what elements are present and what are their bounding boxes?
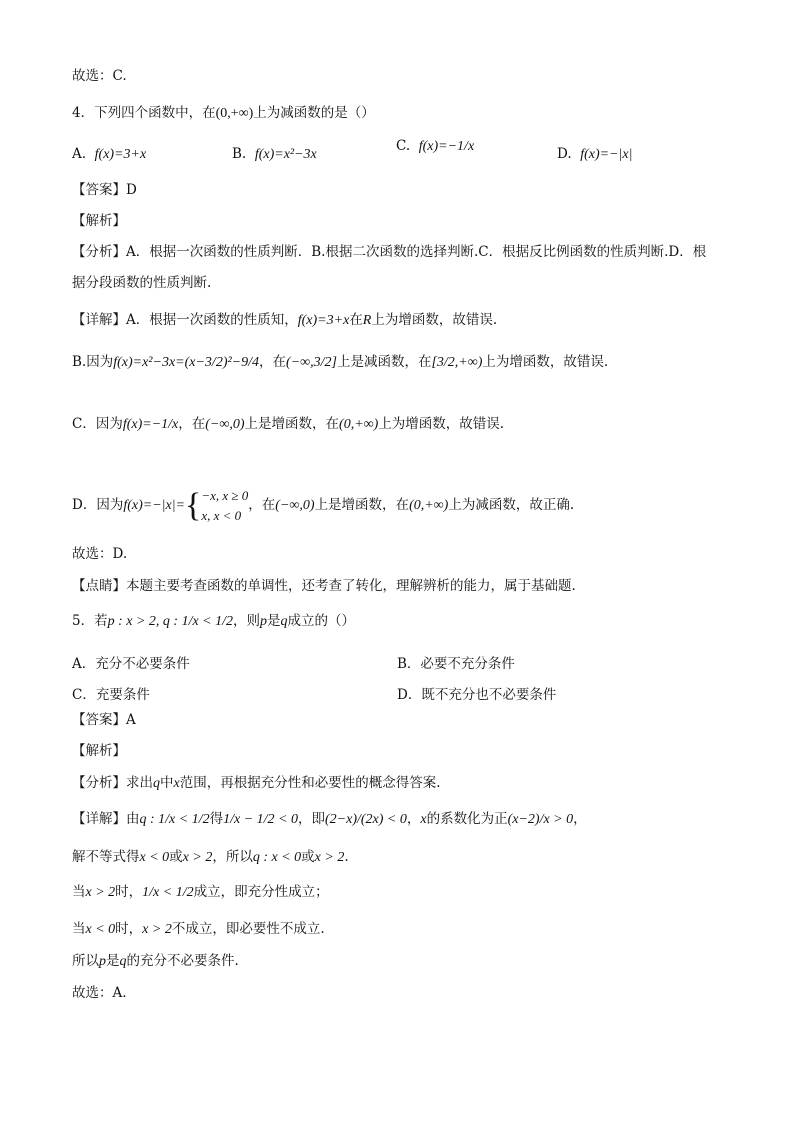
q4-fenxi-line2: 据分段函数的性质判断.	[72, 275, 212, 291]
q5-solve-line: 解不等式得x < 0或x > 2，所以q : x < 0或x > 2.	[72, 849, 349, 865]
q4-answer: 【答案】D	[72, 182, 137, 198]
q5-option-c: C．充要条件	[72, 687, 150, 703]
q5-sufficiency-line: 当x > 2时，1/x < 1/2成立，即充分性成立；	[72, 884, 329, 900]
q4-detail-c: C．因为f(x)=−1/x，在(−∞,0)上是增函数，在(0,+∞)上为增函数，故错误.	[72, 416, 505, 432]
q4-analysis-heading: 【解析】	[72, 213, 126, 229]
q4-stem: 4．下列四个函数中，在(0,+∞)上为减函数的是（）	[72, 105, 375, 121]
q4-detail-a: 【详解】A．根据一次函数的性质知，f(x)=3+x在R上为增函数，故错误.	[72, 312, 498, 328]
q5-necessity-line: 当x < 0时，x > 2不成立，即必要性不成立.	[72, 921, 325, 937]
q5-analysis-heading: 【解析】	[72, 743, 126, 759]
q5-answer: 【答案】A	[72, 712, 136, 728]
q4-option-a: A. f(x)=3+x	[72, 146, 147, 162]
q4-comment: 【点睛】本题主要考查函数的单调性，还考查了转化，理解辨析的能力，属于基础题.	[72, 578, 576, 594]
q5-conclusion-line: 所以p是q的充分不必要条件.	[72, 953, 239, 969]
q5-stem: 5．若p : x > 2, q : 1/x < 1/2，则p是q成立的（）	[72, 613, 356, 629]
q4-option-c: C. f(x)=−1/x	[396, 138, 475, 154]
q5-option-b: B．必要不充分条件	[397, 656, 515, 672]
q5-detail-line1: 【详解】由q : 1/x < 1/2得1/x − 1/2 < 0，即(2−x)/(2x) < 0，x的系数化为正(x−2)/x > 0，	[72, 811, 587, 827]
q5-option-a: A．充分不必要条件	[72, 656, 190, 672]
q4-conclusion: 故选：D.	[72, 546, 128, 562]
q5-final-choice: 故选：A.	[72, 985, 127, 1001]
q4-fenxi-line1: 【分析】A．根据一次函数的性质判断．B.根据二次函数的选择判断.C．根据反比例函数的性质判断.D．根	[72, 244, 707, 260]
q5-fenxi: 【分析】求出q中x范围，再根据充分性和必要性的概念得答案.	[72, 775, 441, 791]
q5-option-d: D．既不充分也不必要条件	[397, 687, 557, 703]
q3-conclusion: 故选：C.	[72, 68, 127, 84]
q4-option-d: D. f(x)=−|x|	[557, 146, 633, 162]
q4-detail-d: D．因为f(x)=−|x|={ −x, x ≥ 0 x, x < 0 ，在(−∞,0)上是增函数，在(0,+∞)上为减函数，故正确.	[72, 486, 575, 524]
q4-option-b: B. f(x)=x²−3x	[232, 146, 317, 162]
q4-detail-b: B.因为f(x)=x²−3x=(x−3/2)²−9/4，在(−∞,3/2]上是减函数，在[3/2,+∞)上为增函数，故错误.	[72, 354, 609, 370]
